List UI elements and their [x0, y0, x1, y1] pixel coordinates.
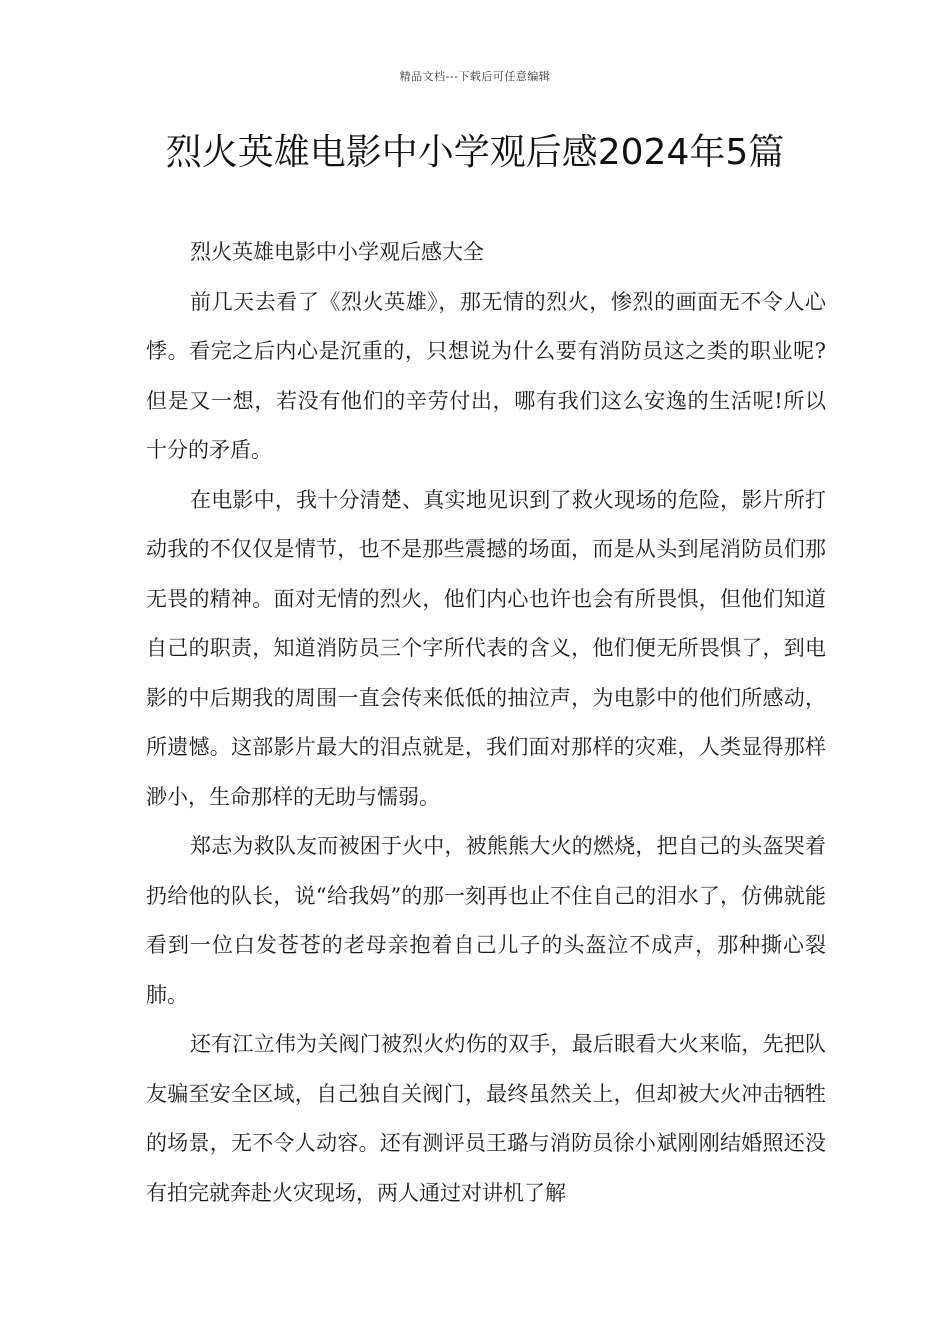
document-subtitle: 烈火英雄电影中小学观后感大全: [190, 240, 484, 264]
paragraph: 在电影中，我十分清楚、真实地见识到了救火现场的危险，影片所打动我的不仅仅是情节，也不是那些震撼的场面，而是从头到尾消防员们那无畏的精神。面对无情的烈火，他们内心也许也会有所畏惧，但他们知道自己的职责，知道消防员三个字所代表的含义，他们便无所畏惧了，到电影的中后期我的周围一直会传来低低的抽泣声，为电影中的他们所感动，所遗憾。这部影片最大的泪点就是，我们面对那样的灾难，人类显得那样渺小，生命那样的无助与懦弱。: [146, 487, 826, 809]
document-body: [146, 228, 826, 1218]
page-header: 精品文档---下载后可任意编辑: [399, 70, 551, 83]
paragraph: 还有江立伟为关阀门被烈火灼伤的双手，最后眼看大火来临，先把队友骗至安全区域，自己独自关阀门，最终虽然关上，但却被大火冲击牺牲的场景，无不令人动容。还有测评员王璐与消防员徐小斌刚刚结婚照还没有拍完就奔赴火灾现场，两人通过对讲机了解: [146, 1032, 826, 1205]
paragraph: 前几天去看了《烈火英雄》，那无情的烈火，惨烈的画面无不令人心悸。看完之后内心是沉重的，只想说为什么要有消防员这之类的职业呢?但是又一想，若没有他们的辛劳付出，哪有我们这么安逸的生活呢!所以十分的矛盾。: [146, 289, 826, 462]
paragraph: 郑志为救队友而被困于火中，被熊熊大火的燃烧，把自己的头盔哭着扔给他的队长，说“给我妈”的那一刻再也止不住自己的泪水了，仿佛就能看到一位白发苍苍的老母亲抱着自己儿子的头盔泣不成声，那种撕心裂肺。: [146, 834, 826, 1007]
document-title: 烈火英雄电影中小学观后感2024年5篇: [165, 132, 785, 173]
